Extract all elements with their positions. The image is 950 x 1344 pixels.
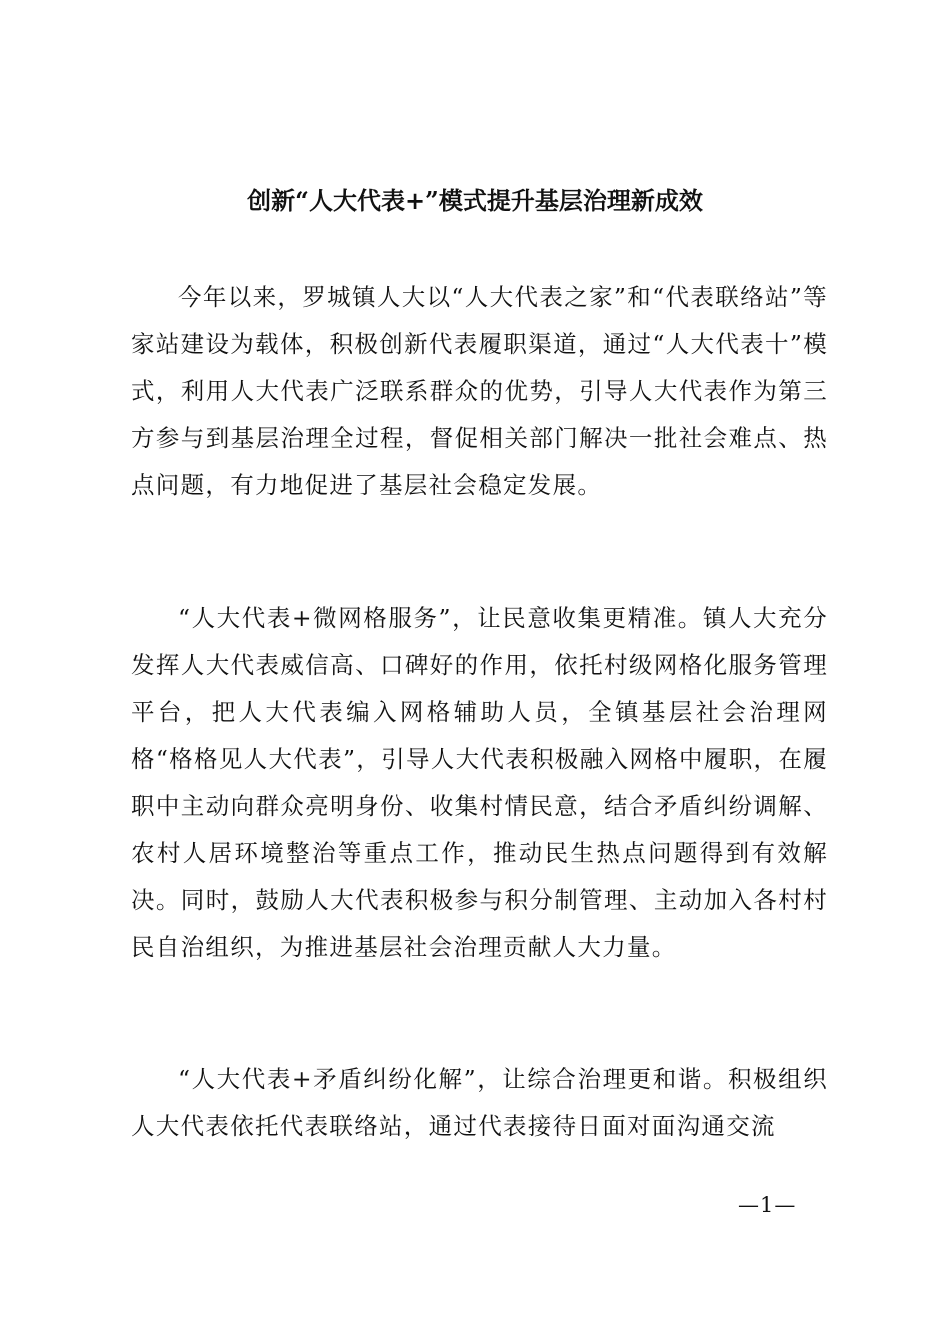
document-title: 创新“人大代表+”模式提升基层治理新成效 — [247, 186, 703, 215]
page-number: —1— — [738, 1193, 797, 1217]
paragraph-dispute-resolution: “人大代表+矛盾纠纷化解”，让综合治理更和谐。积极组织人大代表依托代表联络站，通过代表接待日面对面沟通交流 — [131, 1065, 828, 1140]
paragraph-grid-service: “人大代表+微网格服务”，让民意收集更精准。镇人大充分发挥人大代表威信高、口碑好的作用，依托村级网格化服务管理平台，把人大代表编入网格辅助人员，全镇基层社会治理网格“格格见人大代表”，引导人大代表积极融入网格中履职，在履职中主动向群众亮明身份、收集村情民意，结合矛盾纠纷调解、农村人居环境整治等重点工作，推动民生热点问题得到有效解决。同时，鼓励人大代表积极参与积分制管理、主动加入各村村民自治组织，为推进基层社会治理贡献人大力量。 — [131, 604, 828, 961]
paragraph-intro: 今年以来，罗城镇人大以“人大代表之家”和“代表联络站”等家站建设为载体，积极创新代表履职渠道，通过“人大代表十”模式，利用人大代表广泛联系群众的优势，引导人大代表作为第三方参与到基层治理全过程，督促相关部门解决一批社会难点、热点问题，有力地促进了基层社会稳定发展。 — [131, 283, 828, 499]
